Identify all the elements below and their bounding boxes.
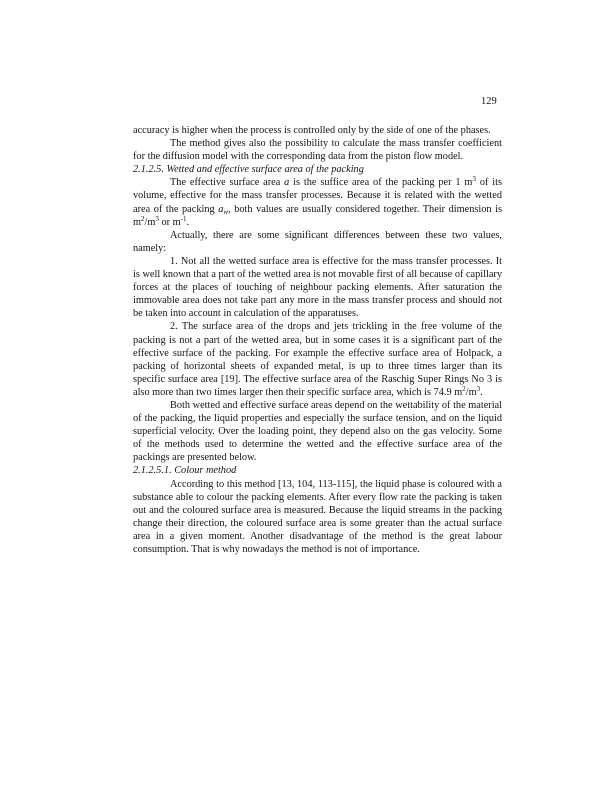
paragraph-differences: Actually, there are some significant differences between these two values, namely:: [133, 229, 502, 254]
paragraph-method-possibility: The method gives also the possibility to calculate the mass transfer coefficient for the diffusion model with the corresponding data from the piston flow model.: [133, 138, 502, 163]
paragraph-point-one: 1. Not all the wetted surface area is effective for the mass transfer processes. It is well known that a part of the wetted area is not movable first of all because of capillary forces at the places of touching of neighbour packing elements. After saturation the immovable area does not take part any more in the mass transfer process and should not be taken into account in calculation of the apparatuses.: [133, 255, 502, 320]
section-heading-colour-method: 2.1.2.5.1. Colour method: [133, 465, 237, 477]
paragraph-point-two: 2. The surface area of the drops and jets trickling in the free volume of the packing is not a part of the wetted area, but in some cases it is a significant part of the effective surface of the packing. For example the effective surface area of Holpack, a packing of horizontal sheets of expanded metal, is up to three times larger than its specific surface area [19]. The effective surface area of the Raschig Super Rings No 3 is also more than two times larger then their specific surface area, which is 74.9 $m^2/m^3$.: [133, 321, 502, 398]
paragraph-effective-surface: The effective surface area a is the suffice area of the packing per 1 $m^3$ of its volume, effective for the mass transfer processes. Because it is related with the wetted area of the packing $a_w$, both values are usually considered together. Their dimension is $m^2/m^3$ or $m^{-1}$.: [133, 175, 502, 228]
page-number: 129: [481, 96, 497, 107]
paragraph-colour-method: According to this method [13, 104, 113-115], the liquid phase is coloured with a substance able to colour the packing elements. After every flow rate the packing is taken out and the coloured surface area is measured. Because the liquid streams in the packing change their direction, the coloured surface area is some greater than the actual surface area in a given moment. Another disadvantage of the method is the great labour consumption. That is why nowadays the method is not of importance.: [133, 478, 502, 555]
body-text: [133, 124, 502, 556]
section-heading-wetted-area: 2.1.2.5. Wetted and effective surface area of the packing: [133, 164, 364, 176]
paragraph-accuracy: accuracy is higher when the process is controlled only by the side of one of the phases.: [133, 125, 491, 136]
paragraph-dependence: Both wetted and effective surface areas depend on the wettability of the material of the packing, the liquid properties and especially the surface tension, and on the liquid superficial velocity. Over the loading point, they depend also on the gas velocity. Some of the methods used to determine the wetted and the effective surface area of the packings are presented below.: [133, 399, 502, 464]
